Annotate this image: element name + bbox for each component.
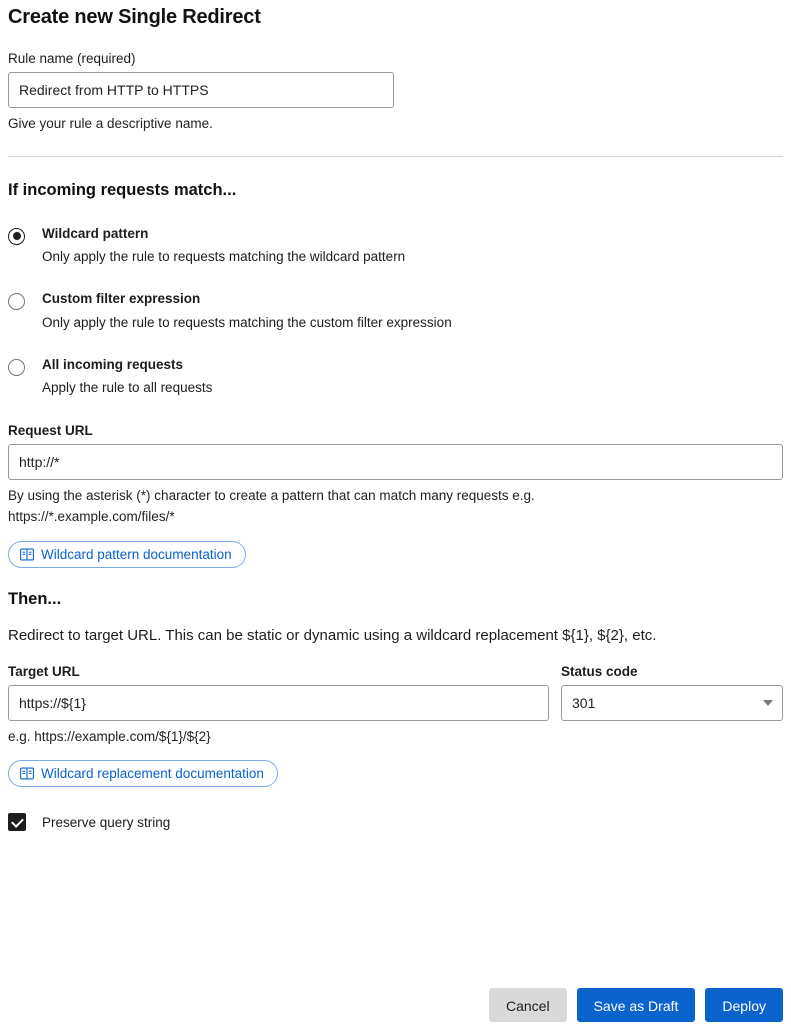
- save-as-draft-button[interactable]: Save as Draft: [577, 988, 696, 1022]
- target-url-input[interactable]: [8, 685, 549, 721]
- form-actions: [489, 988, 783, 1022]
- wildcard-pattern-documentation-label: Wildcard pattern documentation: [41, 546, 232, 562]
- then-fields-row: [8, 664, 783, 747]
- radio-icon-custom-filter-expression[interactable]: [8, 293, 25, 310]
- status-code-select[interactable]: [561, 685, 783, 721]
- rule-name-helper: Give your rule a descriptive name.: [8, 116, 213, 131]
- preserve-query-string-label: Preserve query string: [42, 814, 171, 830]
- request-url-input[interactable]: [8, 444, 783, 480]
- status-code-value[interactable]: 301: [561, 685, 783, 721]
- page-title: Create new Single Redirect: [8, 6, 261, 28]
- then-section-heading: Then...: [8, 589, 62, 608]
- cancel-button[interactable]: Cancel: [489, 988, 567, 1022]
- radio-option-all-incoming-requests[interactable]: [8, 357, 783, 397]
- request-url-helper-line1: By using the asterisk (*) character to create a pattern that can match many requests e.g.: [8, 487, 535, 503]
- match-section-heading: If incoming requests match...: [8, 180, 237, 199]
- target-url-field: [8, 664, 549, 747]
- then-section-description: Redirect to target URL. This can be static or dynamic using a wildcard replacement ${1}, ${2}, etc.: [8, 626, 657, 644]
- status-code-field: [561, 664, 783, 721]
- match-options-group: [8, 226, 783, 397]
- radio-icon-all-incoming-requests[interactable]: [8, 359, 25, 376]
- target-url-label: Target URL: [8, 663, 80, 679]
- status-code-label: Status code: [561, 663, 638, 679]
- radio-desc-custom-filter-expression: Only apply the rule to requests matching the custom filter expression: [42, 314, 452, 330]
- radio-label-custom-filter-expression: Custom filter expression: [42, 291, 201, 307]
- radio-desc-all-incoming-requests: Apply the rule to all requests: [42, 380, 213, 396]
- radio-label-wildcard-pattern: Wildcard pattern: [42, 225, 149, 241]
- deploy-button[interactable]: Deploy: [705, 988, 783, 1022]
- rule-name-input[interactable]: [8, 72, 394, 108]
- book-icon: [20, 548, 34, 561]
- check-icon[interactable]: [8, 813, 26, 831]
- wildcard-replacement-documentation-link[interactable]: [8, 760, 278, 787]
- rule-name-label: Rule name (required): [8, 51, 136, 66]
- section-divider: [8, 156, 783, 157]
- wildcard-replacement-documentation-label: Wildcard replacement documentation: [41, 766, 264, 782]
- radio-label-all-incoming-requests: All incoming requests: [42, 356, 184, 372]
- radio-desc-wildcard-pattern: Only apply the rule to requests matching the wildcard pattern: [42, 249, 406, 265]
- request-url-helper-line2: https://*.example.com/files/*: [8, 509, 175, 525]
- radio-option-custom-filter-expression[interactable]: [8, 291, 783, 331]
- wildcard-pattern-documentation-link[interactable]: [8, 541, 246, 568]
- book-icon: [20, 767, 34, 780]
- target-url-helper: e.g. https://example.com/${1}/${2}: [8, 728, 211, 744]
- radio-icon-wildcard-pattern[interactable]: [8, 228, 25, 245]
- preserve-query-string-row[interactable]: [8, 813, 783, 831]
- request-url-label: Request URL: [8, 422, 93, 438]
- radio-option-wildcard-pattern[interactable]: [8, 226, 783, 266]
